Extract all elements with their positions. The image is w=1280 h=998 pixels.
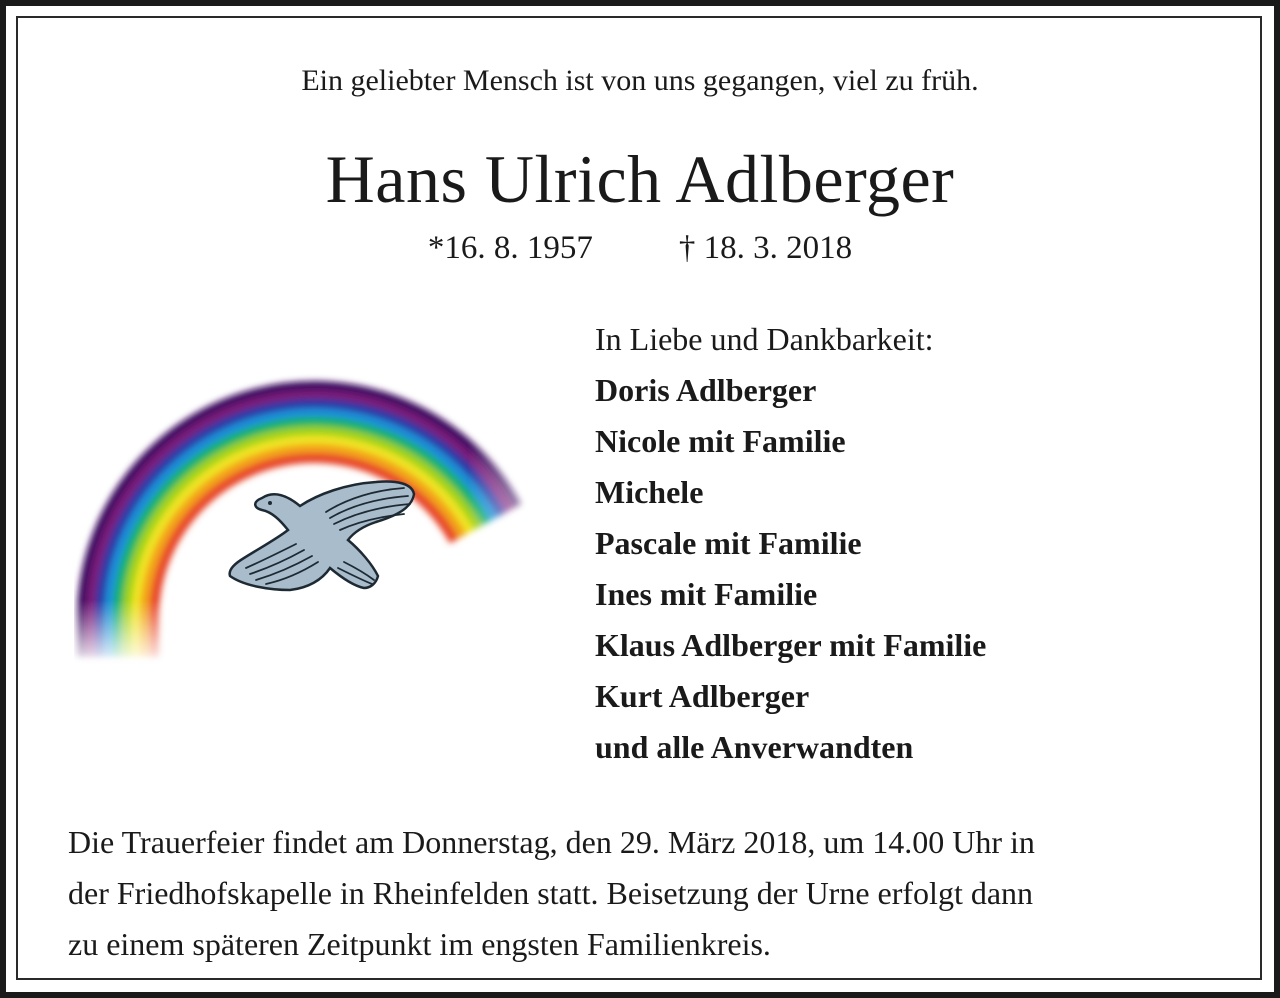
death-date: † 18. 3. 2018	[678, 230, 853, 266]
mourner-name: Kurt Adlberger	[595, 678, 810, 714]
obituary-notice	[6, 6, 1274, 992]
mourner-name: Ines mit Familie	[595, 576, 818, 612]
deceased-name: Hans Ulrich Adlberger	[325, 141, 955, 217]
mourner-name: Michele	[595, 474, 704, 510]
mourners-list	[595, 314, 986, 773]
intro-line: Ein geliebter Mensch ist von uns gegangen, viel zu früh.	[301, 64, 979, 97]
life-dates	[6, 230, 1274, 267]
mourner-name: und alle Anverwandten	[595, 729, 914, 765]
funeral-notice	[68, 817, 1218, 970]
notice-line: Die Trauerfeier findet am Donnerstag, den 29. März 2018, um 14.00 Uhr in	[68, 824, 1035, 860]
mourner-name: Doris Adlberger	[595, 372, 817, 408]
birth-date: *16. 8. 1957	[427, 230, 593, 266]
rainbow-with-dove-icon	[74, 358, 554, 668]
notice-line: der Friedhofskapelle in Rheinfelden statt. Beisetzung der Urne erfolgt dann	[68, 875, 1034, 911]
notice-line: zu einem späteren Zeitpunkt im engsten Familienkreis.	[68, 926, 771, 962]
mourner-name: Nicole mit Familie	[595, 423, 846, 459]
mourner-name: Pascale mit Familie	[595, 525, 862, 561]
dove-eye	[268, 501, 272, 505]
mourner-name: Klaus Adlberger mit Familie	[595, 627, 987, 663]
mourners-lead: In Liebe und Dankbarkeit:	[595, 321, 934, 357]
